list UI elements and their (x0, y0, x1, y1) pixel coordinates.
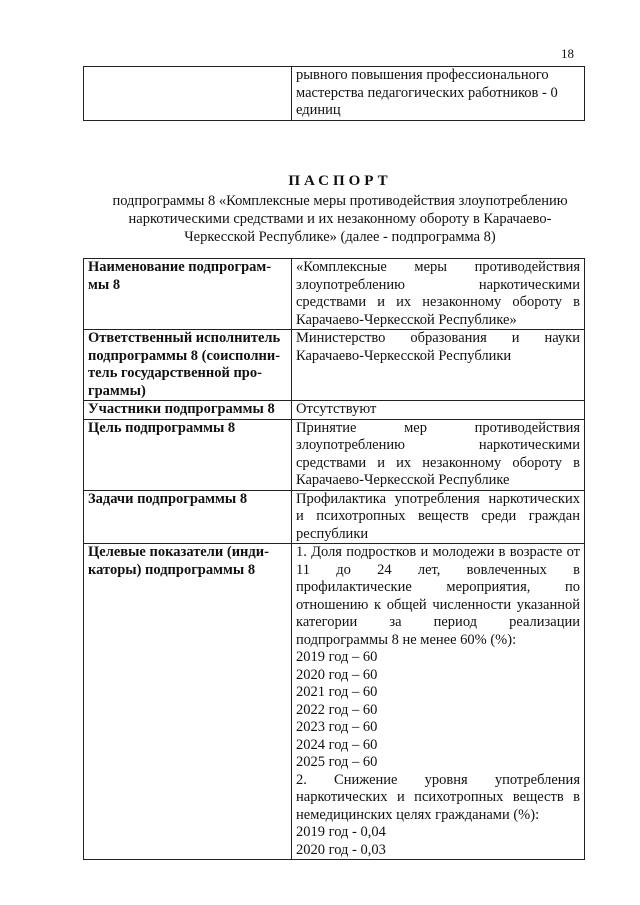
indicator-1-year: 2024 год – 60 (296, 736, 378, 753)
continuation-left-cell (84, 67, 292, 121)
passport-table (83, 258, 585, 860)
indicator-1-year: 2023 год – 60 (296, 719, 378, 735)
row-executor (84, 330, 585, 401)
passport-heading: ПАСПОРТ (288, 173, 392, 189)
row-participants-label: Участники подпрограммы 8 (84, 401, 292, 420)
indicator-1-year: 2025 год – 60 (296, 754, 378, 770)
row-name (84, 259, 585, 330)
indicator-1-year: 2022 год – 60 (296, 701, 378, 718)
passport-title-block (60, 172, 620, 246)
indicator-2-year: 2019 год - 0,04 (296, 824, 386, 840)
passport-subtitle-line-1: подпрограммы 8 «Комплексные меры противодействия злоупотреблению (112, 193, 568, 209)
row-tasks (84, 490, 585, 544)
row-tasks-value: Профилактика употребления наркотических и психотропных веществ среди граждан республики (292, 490, 585, 544)
row-indicators-label: Целевые показатели (инди-каторы) подпрограммы 8 (84, 544, 292, 860)
page-number: 18 (561, 46, 574, 61)
passport-subtitle-line-3: Черкесской Республике» (далее - подпрограмма 8) (184, 229, 496, 245)
row-name-label: Наименование подпрограм-мы 8 (84, 259, 292, 330)
row-participants-value: Отсутствуют (292, 401, 585, 420)
continuation-table (83, 66, 585, 121)
row-participants (84, 401, 585, 420)
row-goal-label: Цель подпрограммы 8 (84, 419, 292, 490)
continuation-right-cell: рывного повышения профессионального мастерства педагогических работников - 0 единиц (292, 67, 585, 121)
passport-subtitle-line-2: наркотическими средствами и их незаконному обороту в Карачаево- (128, 211, 552, 227)
row-indicators (84, 544, 585, 860)
row-goal (84, 419, 585, 490)
indicator-1-text: 1. Доля подростков и молодежи в возрасте от 11 до 24 лет, вовлеченных в профилактические мероприятия, по отношению к общей численности указанной категории за период реализации подпрограммы 8 не менее 60% (%): (296, 544, 580, 648)
indicator-1-year: 2021 год – 60 (296, 684, 378, 700)
indicator-2-year: 2020 год - 0,03 (296, 841, 386, 858)
indicator-2-text: 2. Снижение уровня употребления наркотических и психотропных веществ в немедицинских целях гражданами (%): (296, 771, 580, 823)
row-executor-value: Министерство образования и науки Карачаево-Черкесской Республики (292, 330, 585, 401)
row-indicators-value (292, 544, 585, 860)
indicator-1-year: 2020 год – 60 (296, 666, 378, 683)
row-tasks-label: Задачи подпрограммы 8 (84, 490, 292, 544)
row-goal-value: Принятие мер противодействия злоупотреблению наркотическими средствами и их незаконному обороту в Карачаево-Черкесской Республике (292, 419, 585, 490)
row-name-value: «Комплексные меры противодействия злоупотреблению наркотическими средствами и их незаконному обороту в Карачаево-Черкесской Республике» (292, 259, 585, 330)
indicator-1-year: 2019 год – 60 (296, 649, 378, 665)
row-executor-label: Ответственный исполнитель подпрограммы 8 (соисполни-тель государственной про-граммы) (84, 330, 292, 401)
